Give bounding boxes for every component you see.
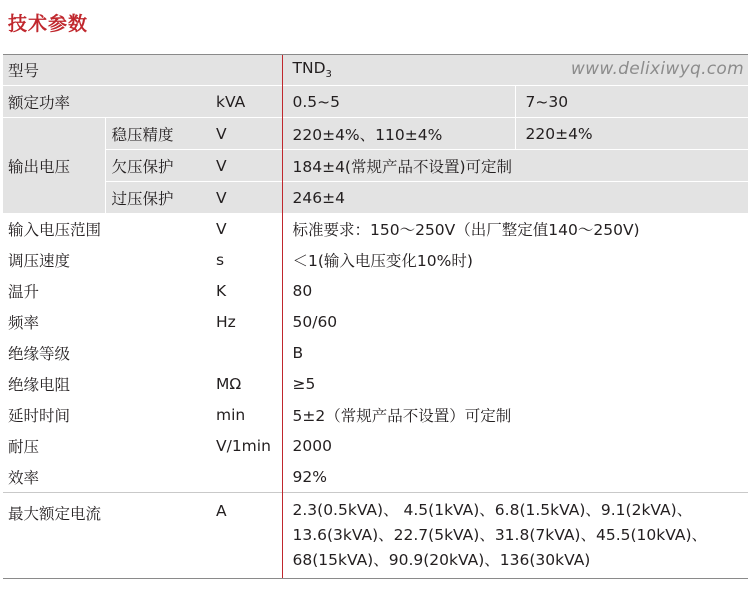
table-row-under — [3, 150, 748, 182]
table-row-freq — [3, 306, 748, 337]
row-unit — [208, 337, 282, 368]
row-unit: V — [208, 150, 282, 182]
spec-table — [3, 54, 748, 579]
row-value: 220±4%、110±4% — [282, 118, 515, 150]
row-unit: V — [208, 118, 282, 150]
table-row-temp — [3, 275, 748, 306]
current-line-1: 2.3(0.5kVA)、 4.5(1kVA)、6.8(1.5kVA)、9.1(2kVA)、 — [292, 501, 693, 519]
table-row-insul-res — [3, 368, 748, 399]
row-value: 92% — [282, 461, 748, 493]
table-row-input-range — [3, 213, 748, 244]
table-row-max-current — [3, 493, 748, 579]
row-value: B — [282, 337, 748, 368]
row-label: 延时时间 — [8, 406, 71, 425]
model-subscript: 3 — [325, 69, 332, 81]
row-unit: K — [216, 281, 227, 300]
row-unit — [208, 461, 282, 493]
section-title: 技术参数 — [8, 13, 89, 35]
row-value: 0.5~5 — [282, 86, 515, 118]
table-header-row — [3, 55, 748, 86]
table-row-over — [3, 182, 748, 214]
row-value: 80 — [282, 275, 748, 306]
row-label: 绝缘等级 — [8, 344, 71, 363]
row-unit: A — [208, 493, 282, 579]
row-label: 调压速度 — [8, 251, 71, 270]
row-value: 5±2（常规产品不设置）可定制 — [282, 399, 748, 430]
table-row-efficiency — [3, 461, 748, 493]
model-cell — [282, 55, 748, 86]
row-label: 输入电压范围 — [8, 220, 102, 239]
row-unit: V — [216, 219, 227, 238]
table-row-withstand — [3, 430, 748, 461]
row-value: 184±4(常规产品不设置)可定制 — [282, 150, 748, 182]
row-unit: s — [216, 250, 225, 269]
current-line-3: 68(15kVA)、90.9(20kVA)、136(30kVA) — [292, 551, 591, 569]
table-row-insul-class — [3, 337, 748, 368]
row-value-2: 7~30 — [515, 86, 748, 118]
row-unit: Hz — [216, 312, 236, 331]
table-row-speed — [3, 244, 748, 275]
row-unit: kVA — [208, 86, 282, 118]
row-sublabel: 欠压保护 — [105, 150, 208, 182]
row-unit: min — [216, 405, 246, 424]
row-unit: V — [208, 182, 282, 214]
row-value: ≥5 — [282, 368, 748, 399]
current-line-2: 13.6(3kVA)、22.7(5kVA)、31.8(7kVA)、45.5(10kVA)、 — [292, 526, 707, 544]
table-row-stable — [3, 118, 748, 150]
table-row-power — [3, 86, 748, 118]
row-label: 额定功率 — [3, 86, 208, 118]
row-label: 绝缘电阻 — [8, 375, 71, 394]
row-value: 标准要求：150～250V（出厂整定值140～250V) — [282, 213, 748, 244]
header-label: 型号 — [3, 55, 282, 86]
row-value — [282, 493, 748, 579]
row-unit: V/1min — [216, 436, 271, 455]
row-label: 耐压 — [8, 437, 40, 456]
row-value: 2000 — [282, 430, 748, 461]
row-sublabel: 稳压精度 — [105, 118, 208, 150]
row-label: 温升 — [8, 282, 40, 301]
watermark: www.delixiwyq.com — [570, 59, 744, 79]
row-label: 频率 — [8, 313, 40, 332]
row-label: 最大额定电流 — [3, 493, 208, 579]
model-name: TND — [292, 59, 326, 78]
row-sublabel: 过压保护 — [105, 182, 208, 214]
row-value: 50/60 — [282, 306, 748, 337]
row-value: ＜1(输入电压变化10%时) — [282, 244, 748, 275]
table-row-delay — [3, 399, 748, 430]
row-value-2: 220±4% — [515, 118, 748, 150]
row-label: 效率 — [8, 468, 40, 487]
row-label-output-voltage: 输出电压 — [3, 118, 105, 214]
row-unit: MΩ — [216, 374, 242, 393]
row-value: 246±4 — [282, 182, 748, 214]
